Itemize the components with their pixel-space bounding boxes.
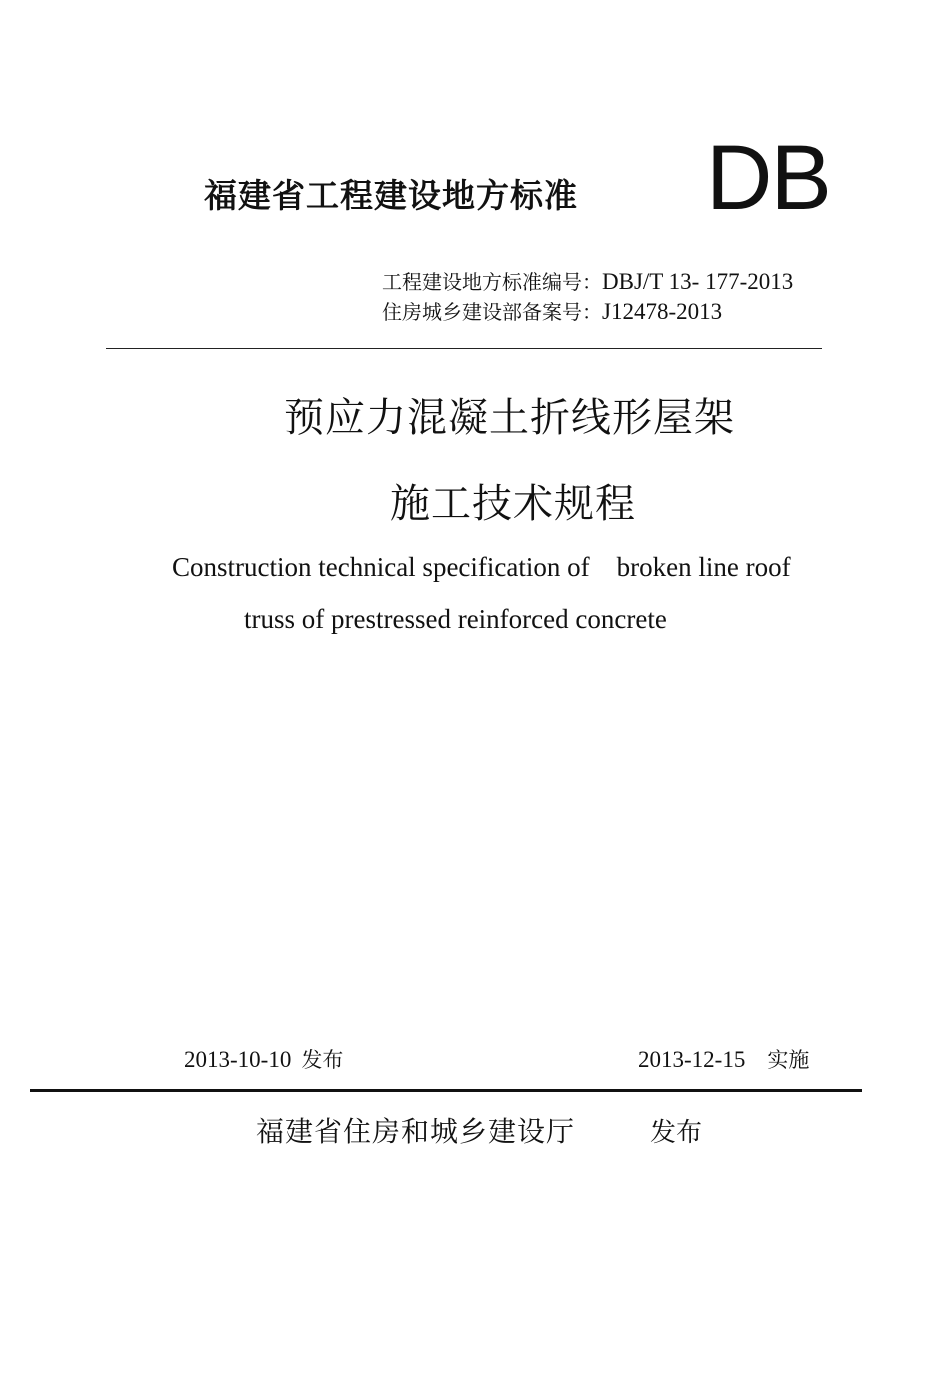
english-title-line-1: Construction technical specification of broken line roof	[172, 552, 791, 582]
effective-date: 2013-12-15	[638, 1047, 746, 1072]
db-category-mark: DB	[706, 127, 830, 229]
issuing-authority: 福建省住房和城乡建设厅	[256, 1115, 576, 1148]
standard-number-label: 工程建设地方标准编号：	[382, 270, 602, 294]
filing-number-value: J12478-2013	[602, 299, 723, 324]
effective-date-row	[638, 1044, 809, 1074]
publish-date-row	[184, 1044, 343, 1074]
publish-date: 2013-10-10	[184, 1047, 292, 1072]
issuing-action: 发布	[650, 1118, 703, 1148]
chinese-title-line-1: 预应力混凝土折线形屋架	[284, 395, 735, 441]
publish-label: 发布	[301, 1048, 344, 1072]
chinese-title-line-2: 施工技术规程	[390, 481, 636, 527]
filing-number-row	[382, 296, 722, 325]
standard-number-value: DBJ/T 13- 177-2013	[602, 269, 794, 294]
region-standard-title: 福建省工程建设地方标准	[204, 176, 578, 215]
top-divider	[106, 348, 822, 349]
standard-number-row	[382, 266, 793, 295]
english-title-line-2: truss of prestressed reinforced concrete	[244, 604, 667, 634]
filing-number-label: 住房城乡建设部备案号：	[382, 300, 602, 324]
bottom-divider	[30, 1089, 862, 1092]
effective-label: 实施	[767, 1048, 810, 1072]
